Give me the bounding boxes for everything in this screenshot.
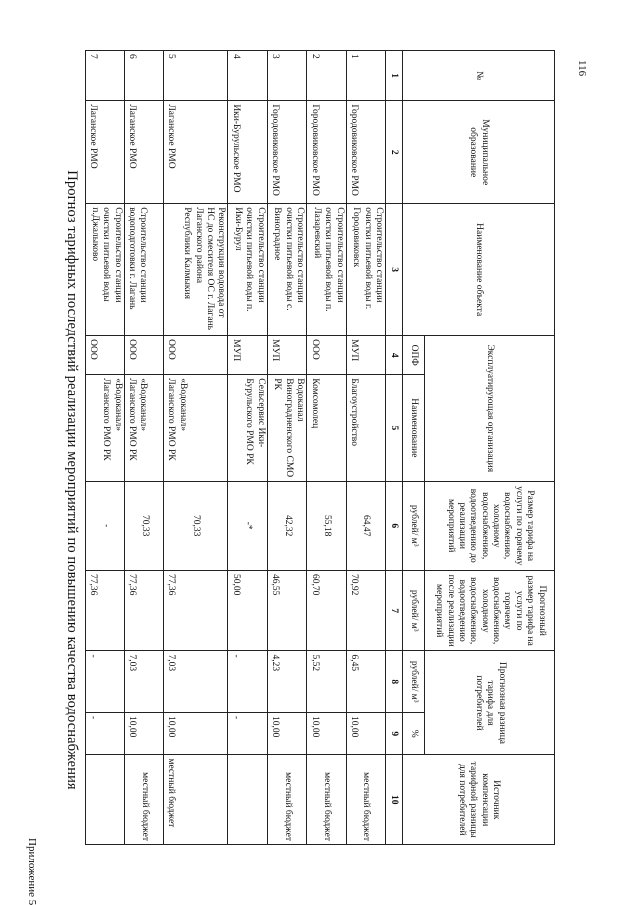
col-number: 1	[385, 51, 402, 101]
subheader-opf: ОПФ	[402, 336, 425, 375]
row-org-name: Сельсервис Ики-Бурульского РМО РК	[228, 375, 267, 481]
page-number: 116	[576, 60, 588, 77]
row-source: местный бюджет	[124, 755, 163, 845]
row-org-name: «Водоканал» Лаганского РМО РК	[124, 375, 163, 481]
subheader-unit: рублей/ м³	[402, 651, 425, 713]
row-object: Строительство станции водоподготовки г. Лагань	[124, 204, 163, 336]
row-opf: МУП	[267, 336, 306, 375]
row-tariff: -	[86, 481, 125, 570]
row-diff-pct: 10,00	[346, 712, 385, 755]
row-no: 2	[307, 51, 346, 101]
row-source	[228, 755, 267, 845]
header-forecast: Прогнозный размер тарифа на услуги по горячему водоснабжению, холодному водоснабжению, водоотведению после реализации мероприятий	[425, 570, 555, 651]
row-tariff: 70,33	[164, 481, 228, 570]
row-forecast: 70,92	[346, 570, 385, 651]
row-opf: ООО	[86, 336, 125, 375]
row-no: 4	[228, 51, 267, 101]
row-diff-rub: -	[228, 651, 267, 713]
row-forecast: 46,55	[267, 570, 306, 651]
row-object: Строительство станции очистки питьевой воды г. Городовиковск	[346, 204, 385, 336]
row-opf: МУП	[228, 336, 267, 375]
row-tariff: 70,33	[124, 481, 163, 570]
row-source: местный бюджет	[267, 755, 306, 845]
row-no: 6	[124, 51, 163, 101]
row-forecast: 77,36	[124, 570, 163, 651]
subheader-name: Наименование	[402, 375, 425, 481]
row-object: Строительство станции очистки питьевой воды с. Виноградное	[267, 204, 306, 336]
row-object: Строительство станции очистки питьевой воды п.Джалыково	[86, 204, 125, 336]
header-tariff: Размер тарифа на услуги по горячему водоснабжению, холодному водоснабжению, водоотведению до реализации мероприятий	[425, 481, 555, 570]
row-diff-rub: -	[86, 651, 125, 713]
col-number: 10	[385, 755, 402, 845]
table-row	[164, 51, 228, 845]
row-diff-pct: -	[86, 712, 125, 755]
row-diff-rub: 6,45	[346, 651, 385, 713]
header-source: Источник компенсации тарифной разницы для потребителей	[402, 755, 554, 845]
row-forecast: 77,36	[164, 570, 228, 651]
row-municipality: Городовиковское РМО	[346, 101, 385, 204]
row-org-name: Благоустройство	[346, 375, 385, 481]
header-org: Эксплуатирующая организация	[425, 336, 555, 481]
row-object: Строительство станции очистки питьевой воды п. Ики-Бурул	[228, 204, 267, 336]
header-object: Наименование объекта	[402, 204, 554, 336]
subheader-pct: %	[402, 712, 425, 755]
row-forecast: 60,70	[307, 570, 346, 651]
row-source: местный бюджет	[307, 755, 346, 845]
row-municipality: Лаганское РМО	[124, 101, 163, 204]
table-row	[124, 51, 163, 845]
col-number: 3	[385, 204, 402, 336]
row-diff-pct: 10,00	[164, 712, 228, 755]
row-opf: ООО	[164, 336, 228, 375]
col-number: 8	[385, 651, 402, 713]
row-tariff: -*	[228, 481, 267, 570]
row-object: Строительство станции очистки питьевой воды п. Лазаревский	[307, 204, 346, 336]
row-tariff: 42,32	[267, 481, 306, 570]
row-diff-pct: -	[228, 712, 267, 755]
row-diff-rub: 7,03	[124, 651, 163, 713]
row-opf: ООО	[124, 336, 163, 375]
row-org-name: «Водоканал» Лаганского РМО РК	[86, 375, 125, 481]
row-tariff: 55,18	[307, 481, 346, 570]
row-diff-pct: 10,00	[307, 712, 346, 755]
row-opf: ООО	[307, 336, 346, 375]
row-no: 7	[86, 51, 125, 101]
row-source	[86, 755, 125, 845]
col-number: 5	[385, 375, 402, 481]
subheader-unit: рублей/ м³	[402, 481, 425, 570]
row-no: 1	[346, 51, 385, 101]
header-no: №	[402, 51, 554, 101]
row-no: 3	[267, 51, 306, 101]
tariff-forecast-table	[85, 50, 555, 845]
header-row	[425, 51, 555, 845]
table-row	[228, 51, 267, 845]
row-municipality: Городовиковское РМО	[307, 101, 346, 204]
col-number: 2	[385, 101, 402, 204]
page-title: Прогноз тарифных последствий реализации мероприятий по повышению качества водоснабжения	[64, 170, 80, 790]
subheader-unit: рублей/ м³	[402, 570, 425, 651]
table-row	[86, 51, 125, 845]
row-diff-pct: 10,00	[267, 712, 306, 755]
row-no: 5	[164, 51, 228, 101]
table-row	[267, 51, 306, 845]
row-diff-rub: 7,03	[164, 651, 228, 713]
table-row	[346, 51, 385, 845]
row-source: местный бюджет	[346, 755, 385, 845]
row-opf: МУП	[346, 336, 385, 375]
row-org-name: Комсомолец	[307, 375, 346, 481]
col-number: 9	[385, 712, 402, 755]
row-org-name: «Водоканал» Лаганского РМО РК	[164, 375, 228, 481]
col-number: 6	[385, 481, 402, 570]
appendix-label: Приложение 5	[26, 838, 38, 905]
header-municipality: Муниципальное образование	[402, 101, 554, 204]
col-number: 4	[385, 336, 402, 375]
row-diff-rub: 5,52	[307, 651, 346, 713]
row-municipality: Городовиковское РМО	[267, 101, 306, 204]
column-number-row	[385, 51, 402, 845]
row-municipality: Ики-Бурульское РМО	[228, 101, 267, 204]
row-municipality: Лаганское РМО	[86, 101, 125, 204]
col-number: 7	[385, 570, 402, 651]
row-source: местный бюджет	[164, 755, 228, 845]
row-diff-pct: 10,00	[124, 712, 163, 755]
row-forecast: 50,00	[228, 570, 267, 651]
row-forecast: 77,36	[86, 570, 125, 651]
header-diff: Прогнозная разница тарифа для потребителей	[425, 651, 555, 755]
table-row	[307, 51, 346, 845]
row-municipality: Лаганское РМО	[164, 101, 228, 204]
row-object: Реконструкция водовода от НС до смесителя ОС г. Лагань Лаганского района Республики Калмыкия	[164, 204, 228, 336]
row-diff-rub: 4,23	[267, 651, 306, 713]
row-tariff: 64,47	[346, 481, 385, 570]
row-org-name: Водоканал Виноградненского СМО РК	[267, 375, 306, 481]
